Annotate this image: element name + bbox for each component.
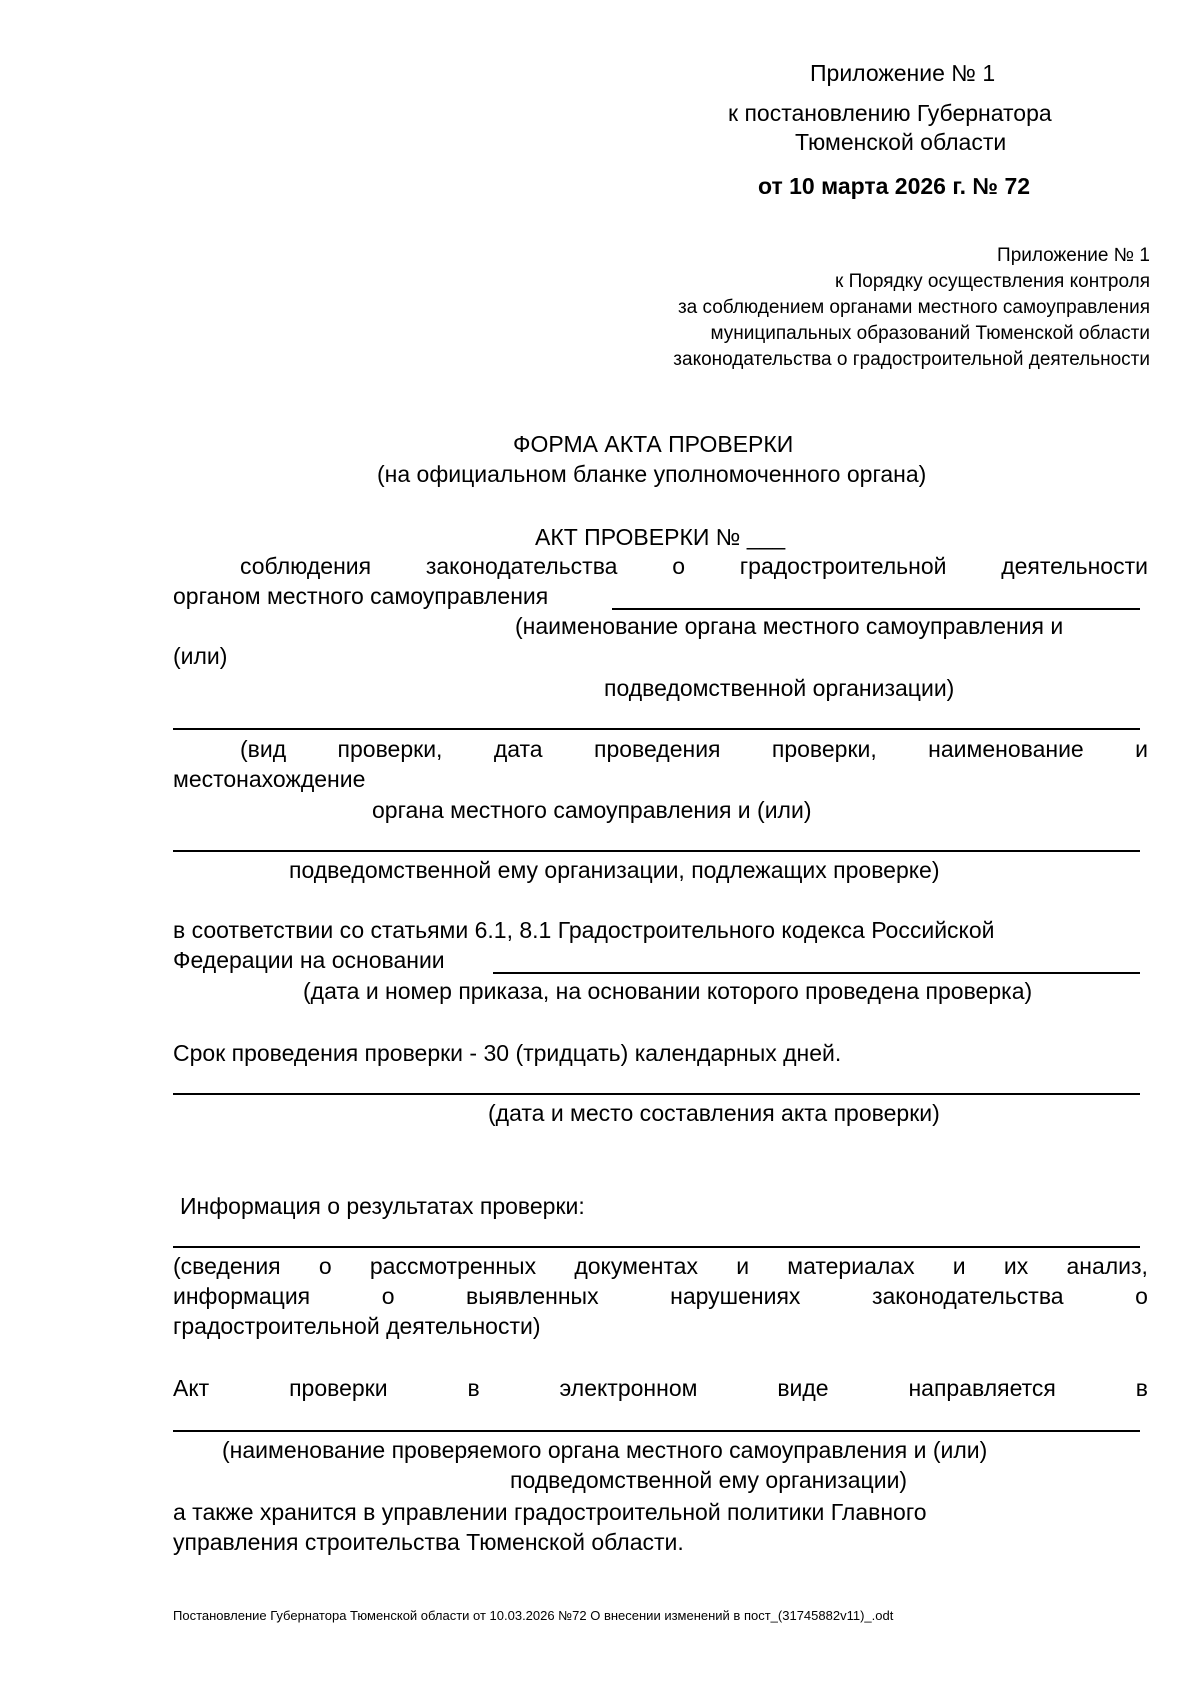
term-line: Срок проведения проверки - 30 (тридцать) календарных дней. bbox=[173, 1040, 842, 1066]
hint-check-2: местонахождение bbox=[173, 766, 366, 792]
act-sent-word: виде bbox=[777, 1375, 829, 1401]
sub-header-line: за соблюдением органами местного самоуправления bbox=[677, 297, 1150, 318]
accordance-line-1: в соответствии со статьями 6.1, 8.1 Градостроительного кодекса Российской bbox=[173, 917, 995, 943]
info-hint-word: и bbox=[952, 1253, 966, 1279]
hint-word: и bbox=[1135, 736, 1148, 762]
hint-order: (дата и номер приказа, на основании которого проведена проверка) bbox=[303, 978, 1033, 1004]
hint-org-or: (или) bbox=[173, 643, 228, 669]
info-hint-word: их bbox=[1003, 1253, 1029, 1279]
sub-header-line: к Порядку осуществления контроля bbox=[835, 271, 1150, 292]
hint-recipient-2: подведомственной ему организации) bbox=[510, 1467, 908, 1493]
act-sent-word: Акт bbox=[173, 1375, 210, 1401]
hint-word: дата bbox=[493, 736, 543, 762]
hint-check-4: подведомственной ему организации, подлежащих проверке) bbox=[289, 857, 940, 883]
act-sent-word: проверки bbox=[289, 1375, 388, 1401]
act-sent-word: в bbox=[467, 1375, 480, 1401]
info-hint-word: анализ, bbox=[1066, 1253, 1148, 1279]
info-hint-word: материалах bbox=[787, 1253, 915, 1279]
footer-filename: Постановление Губернатора Тюменской области от 10.03.2026 №72 О внесении изменений в пост_(31745882v11)_.odt bbox=[173, 1608, 894, 1623]
act-title: АКТ ПРОВЕРКИ № ___ bbox=[535, 524, 786, 550]
info-hint-word: (сведения bbox=[173, 1253, 281, 1279]
info-hint-word: информация bbox=[173, 1283, 311, 1309]
info-hint-word: нарушениях bbox=[670, 1283, 801, 1309]
form-title: ФОРМА АКТА ПРОВЕРКИ bbox=[513, 431, 794, 457]
info-hint-word: о bbox=[1135, 1283, 1148, 1309]
info-hint-line-1 bbox=[173, 1255, 1148, 1278]
storage-line-2: управления строительства Тюменской области. bbox=[173, 1529, 684, 1555]
form-subtitle: (на официальном бланке уполномоченного органа) bbox=[377, 461, 927, 487]
hint-recipient-1: (наименование проверяемого органа местного самоуправления и (или) bbox=[222, 1437, 988, 1463]
info-hint-line-3: градостроительной деятельности) bbox=[173, 1313, 541, 1339]
sub-appendix-label: Приложение № 1 bbox=[997, 245, 1150, 266]
intro-word: о bbox=[672, 553, 686, 579]
info-blank[interactable] bbox=[173, 1246, 1140, 1248]
resolution-line: к постановлению Губернатора bbox=[728, 100, 1052, 126]
info-hint-line-2 bbox=[173, 1285, 1148, 1308]
hint-check-line bbox=[240, 738, 1148, 761]
hint-word: проверки, bbox=[771, 736, 877, 762]
intro-word: деятельности bbox=[1001, 553, 1148, 579]
order-blank[interactable] bbox=[493, 972, 1140, 974]
sub-header-line: муниципальных образований Тюменской области bbox=[710, 323, 1150, 344]
intro-line bbox=[240, 555, 1148, 578]
hint-word: наименование bbox=[928, 736, 1084, 762]
hint-org-1: (наименование органа местного самоуправления и bbox=[515, 613, 1064, 639]
info-hint-word: рассмотренных bbox=[369, 1253, 537, 1279]
hint-org-2: подведомственной организации) bbox=[604, 675, 955, 701]
hint-check-3: органа местного самоуправления и (или) bbox=[372, 797, 812, 823]
intro-word: соблюдения bbox=[240, 553, 372, 579]
intro-word: градостроительной bbox=[739, 553, 947, 579]
act-sent-line bbox=[173, 1377, 1148, 1400]
storage-line-1: а также хранится в управлении градостроительной политики Главного bbox=[173, 1499, 927, 1525]
hint-word: проверки, bbox=[337, 736, 443, 762]
act-sent-word: в bbox=[1135, 1375, 1148, 1401]
appendix-label: Приложение № 1 bbox=[810, 60, 996, 86]
info-hint-word: и bbox=[736, 1253, 750, 1279]
info-hint-word: выявленных bbox=[466, 1283, 599, 1309]
date-number: от 10 марта 2026 г. № 72 bbox=[758, 173, 1031, 199]
info-hint-word: о bbox=[381, 1283, 395, 1309]
recipient-blank[interactable] bbox=[173, 1430, 1140, 1432]
check-info-blank-2[interactable] bbox=[173, 850, 1140, 852]
act-sent-word: электронном bbox=[559, 1375, 698, 1401]
info-title: Информация о результатах проверки: bbox=[180, 1193, 585, 1219]
date-place-blank[interactable] bbox=[173, 1093, 1140, 1095]
info-hint-word: законодательства bbox=[871, 1283, 1064, 1309]
info-hint-word: о bbox=[318, 1253, 332, 1279]
region-line: Тюменской области bbox=[795, 129, 1007, 155]
hint-word: (вид bbox=[240, 736, 287, 762]
intro-word: законодательства bbox=[425, 553, 618, 579]
act-sent-word: направляется bbox=[908, 1375, 1056, 1401]
intro-line-2: органом местного самоуправления bbox=[173, 583, 549, 609]
check-info-blank[interactable] bbox=[173, 728, 1140, 730]
hint-word: проведения bbox=[594, 736, 721, 762]
info-hint-word: документах bbox=[574, 1253, 698, 1279]
accordance-line-2: Федерации на основании bbox=[173, 947, 445, 973]
sub-header-line: законодательства о градостроительной деятельности bbox=[673, 349, 1150, 370]
hint-date-place: (дата и место составления акта проверки) bbox=[488, 1100, 940, 1126]
org-name-blank[interactable] bbox=[612, 608, 1140, 610]
